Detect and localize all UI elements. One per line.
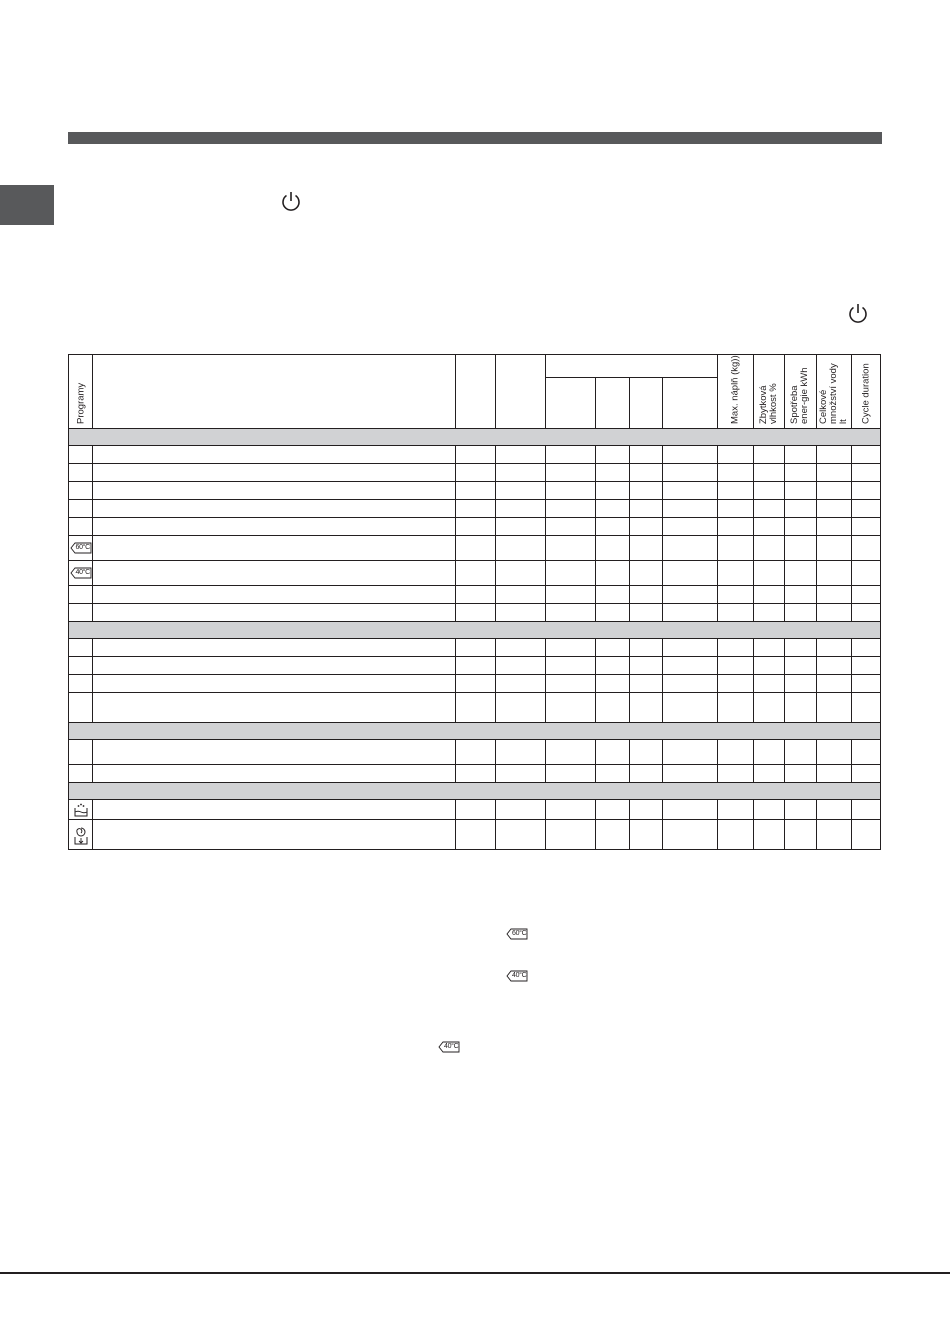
table-row xyxy=(69,604,881,622)
table-row xyxy=(69,500,881,518)
temperature-60-icon: 60°C xyxy=(506,928,528,940)
programs-table xyxy=(68,354,881,850)
temperature-60-icon: 60°C xyxy=(70,542,92,554)
table-row xyxy=(69,518,881,536)
header-max-load: Max. náplň (kg)) xyxy=(717,355,753,429)
table-row xyxy=(69,820,881,850)
section-row xyxy=(69,622,881,639)
section-row xyxy=(69,783,881,800)
spin-drain-icon xyxy=(72,824,90,846)
table-row xyxy=(69,693,881,723)
table-row xyxy=(69,561,881,586)
table-header-row xyxy=(69,355,881,378)
table-row xyxy=(69,536,881,561)
header-bar xyxy=(68,132,882,144)
table-row xyxy=(69,740,881,765)
section-row xyxy=(69,429,881,446)
table-row xyxy=(69,464,881,482)
power-icon xyxy=(280,190,302,212)
section-row xyxy=(69,723,881,740)
table-row xyxy=(69,446,881,464)
temperature-40-icon: 40°C xyxy=(438,1041,460,1053)
table-row xyxy=(69,675,881,693)
temperature-40-icon: 40°C xyxy=(506,970,528,982)
table-row xyxy=(69,765,881,783)
language-tab xyxy=(0,185,54,225)
header-residual-moisture: Zbytková vlhkost % xyxy=(753,355,784,429)
power-icon xyxy=(847,302,869,324)
header-energy: Spotřeba ener-gie kWh xyxy=(784,355,816,429)
table-row xyxy=(69,482,881,500)
table-row xyxy=(69,586,881,604)
footer-rule xyxy=(0,1272,950,1274)
table-row xyxy=(69,800,881,820)
header-water: Celkové množství vody lt xyxy=(816,355,851,429)
table-row xyxy=(69,657,881,675)
temperature-40-icon: 40°C xyxy=(70,567,92,579)
header-cycle-duration: Cycle duration xyxy=(851,355,880,429)
header-programs: Programy xyxy=(69,355,93,429)
table-row xyxy=(69,639,881,657)
rinse-icon xyxy=(73,802,89,818)
